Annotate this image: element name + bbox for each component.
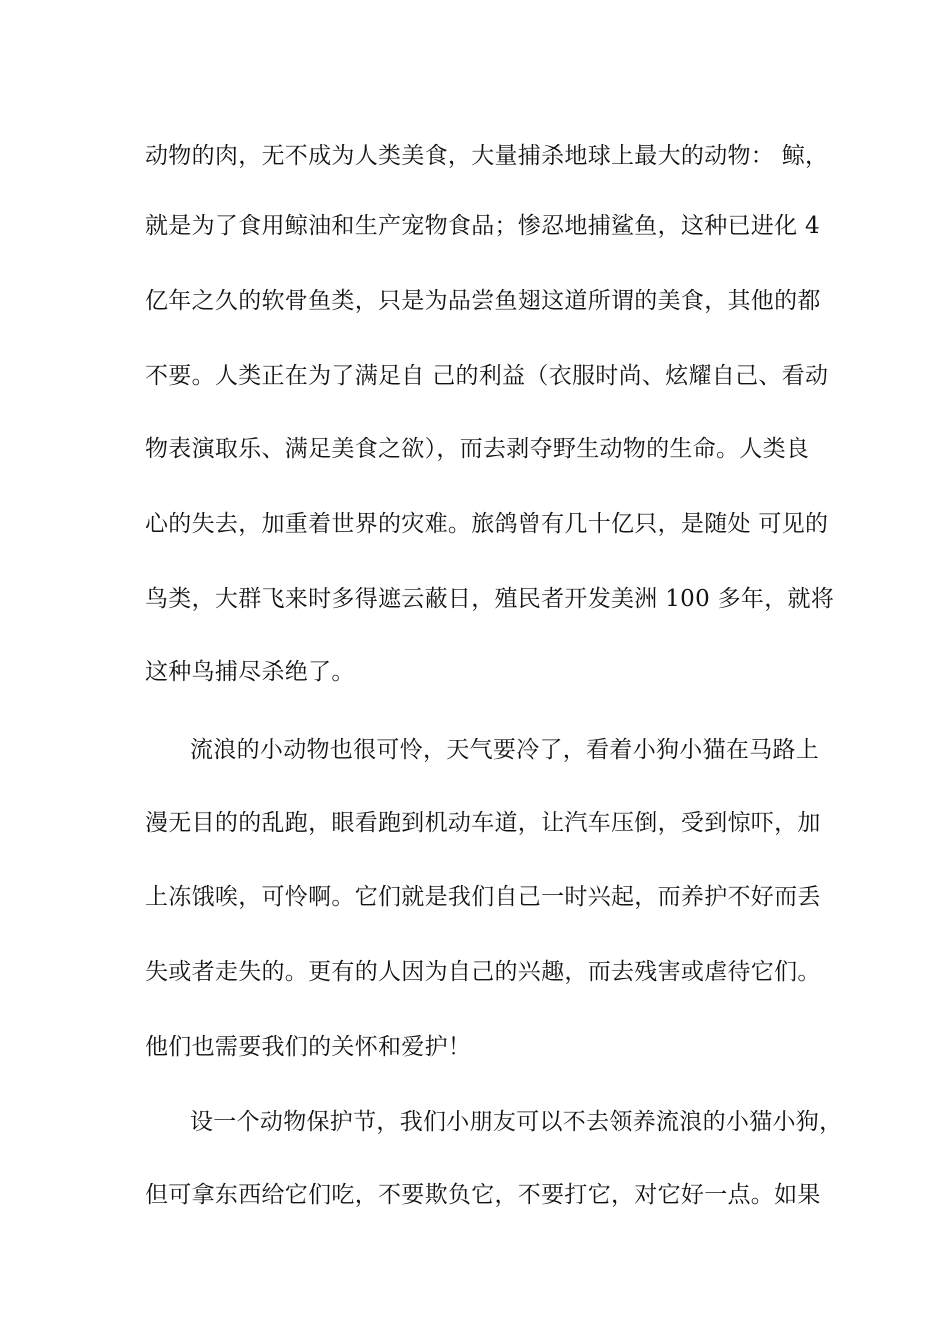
- text-line: 就是为了食用鲸油和生产宠物食品；惨忍地捕鲨鱼，这种已进化 4: [145, 213, 820, 239]
- text-line: 不要。人类正在为了满足自 己的利益（衣服时尚、炫耀自己、看动: [145, 363, 829, 389]
- text-line: 上冻饿唉，可怜啊。它们就是我们自己一时兴起，而养护不好而丢: [145, 884, 821, 910]
- text-line: 流浪的小动物也很可怜，天气要冷了，看着小狗小猫在马路上: [190, 737, 820, 763]
- text-line: 漫无目的的乱跑，眼看跑到机动车道，让汽车压倒，受到惊吓，加: [145, 810, 821, 836]
- text-line: 这种鸟捕尽杀绝了。: [145, 659, 355, 685]
- text-line: 亿年之久的软骨鱼类，只是为品尝鱼翅这道所谓的美食，其他的都: [145, 288, 821, 314]
- text-line: 物表演取乐、满足美食之欲），而去剥夺野生动物的生命。人类良: [145, 436, 810, 462]
- text-line: 失或者走失的。更有的人因为自己的兴趣，而去残害或虐待它们。: [145, 959, 821, 985]
- text-line: 设一个动物保护节，我们小朋友可以不去领养流浪的小猫小狗，: [190, 1109, 843, 1135]
- text-line: 但可拿东西给它们吃，不要欺负它，不要打它，对它好一点。如果: [145, 1182, 821, 1208]
- text-line: 心的失去，加重着世界的灾难。旅鸽曾有几十亿只，是随处 可见的: [145, 511, 829, 537]
- text-line: 鸟类，大群飞来时多得遮云蔽日，殖民者开发美洲 100 多年，就将: [145, 586, 835, 612]
- text-line: 动物的肉，无不成为人类美食，大量捕杀地球上最大的动物： 鲸，: [145, 143, 829, 169]
- text-line: 他们也需要我们的关怀和爱护！: [145, 1034, 472, 1060]
